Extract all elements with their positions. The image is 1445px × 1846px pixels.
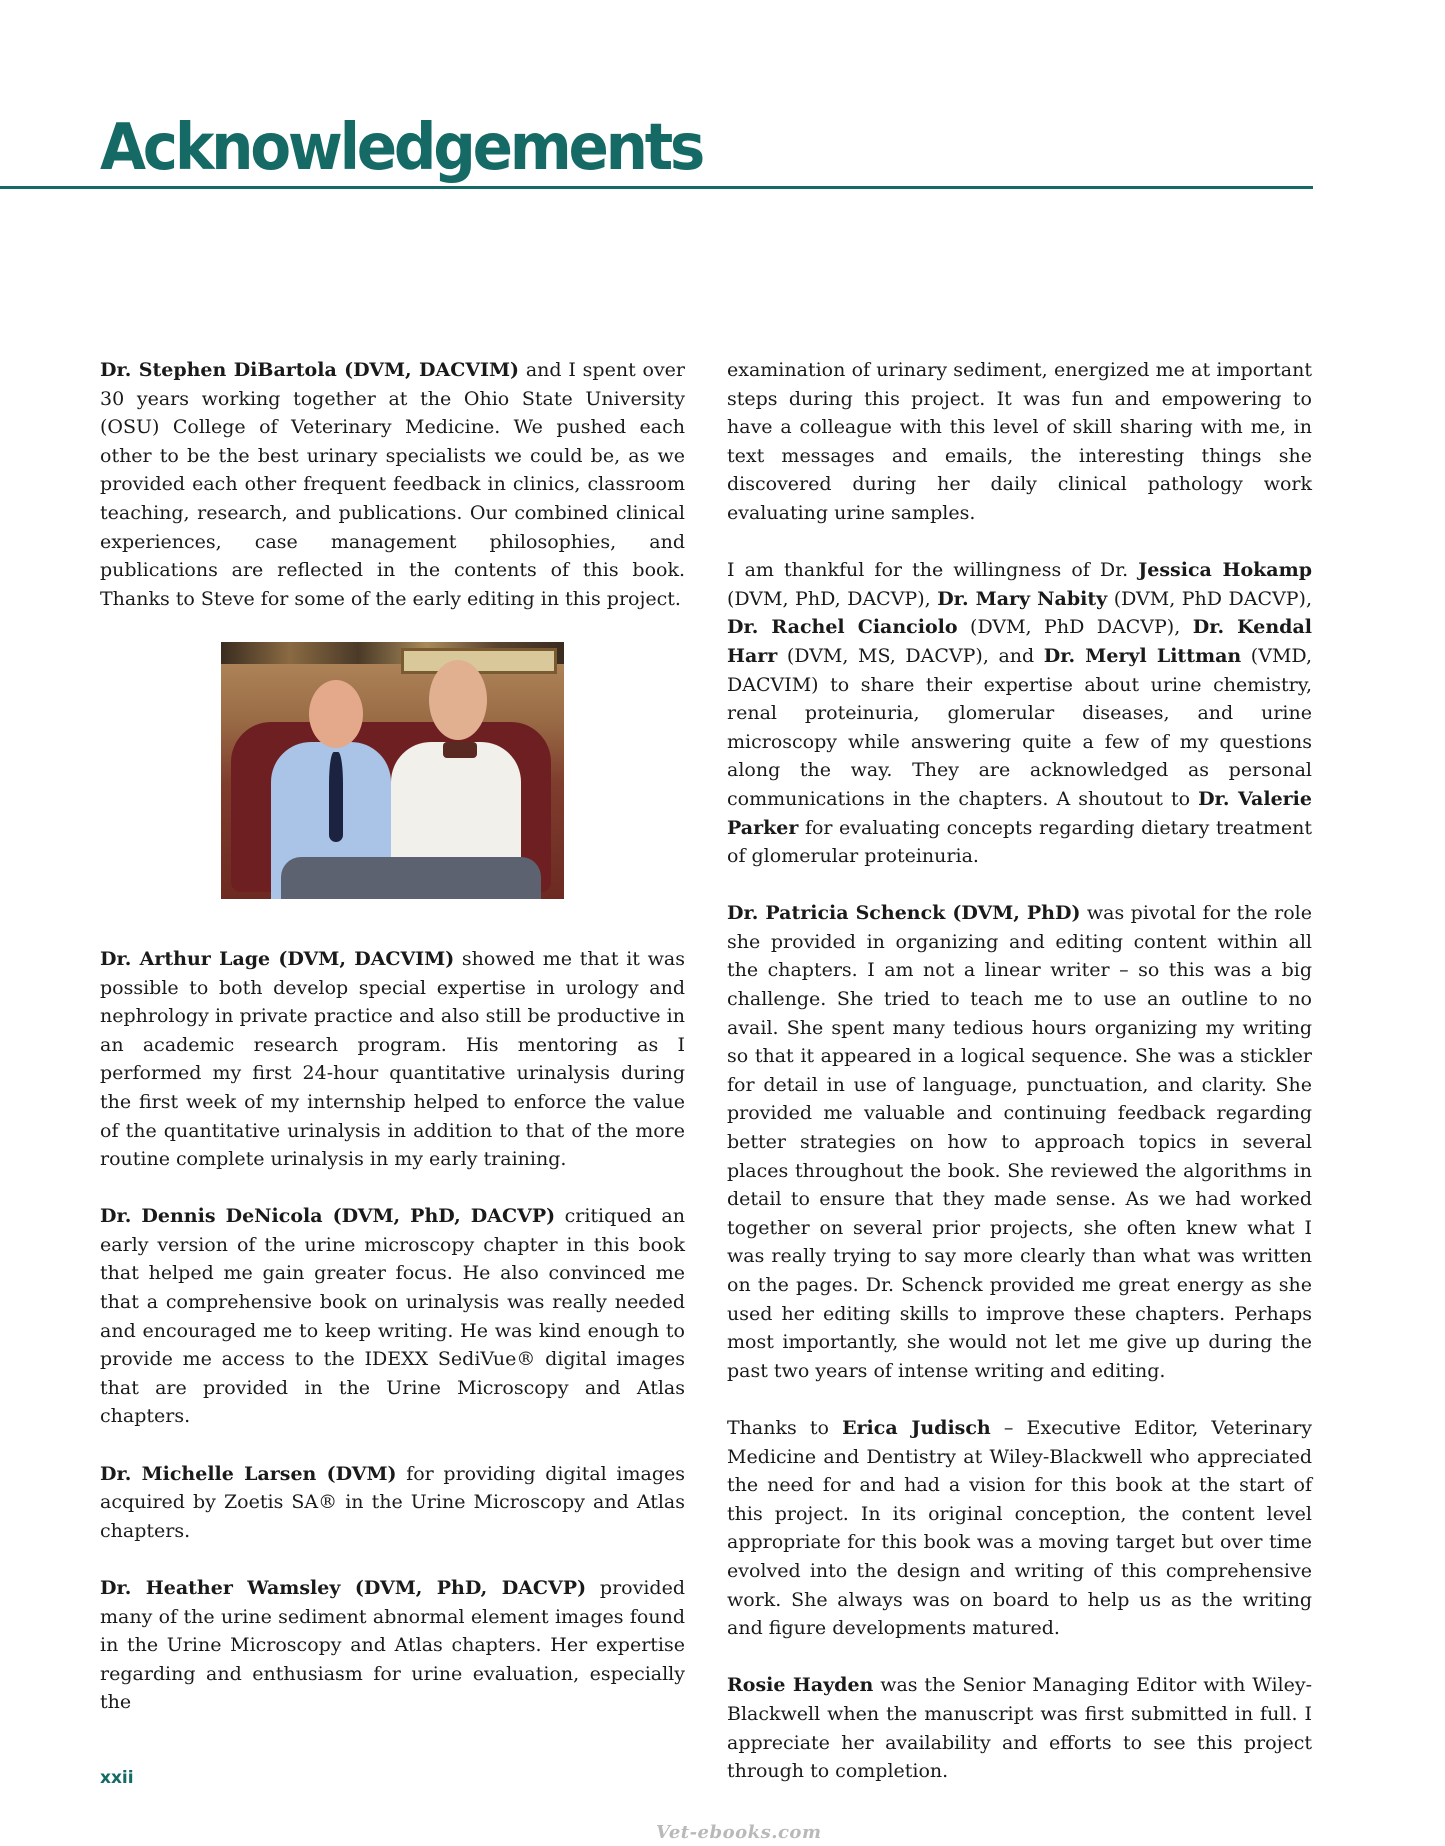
- name-cianciolo: Dr. Rachel Cianciolo: [727, 616, 958, 639]
- paragraph-wamsley-continued: examination of urinary sediment, energized me at important steps during this project. It was fun and empowering to have a colleague with this level of skill sharing with me, in text messages and emails, the interesting things she discovered during her daily clinical pathology work evaluating urine samples.: [727, 359, 1312, 524]
- paragraph-lage: Dr. Arthur Lage (DVM, DACVIM) showed me that it was possible to both develop special expertise in urology and nephrology in private practice and also still be productive in an academic research program. His mentoring as I performed my first 24-hour quantitative urinalysis during the first week of my internship helped to enforce the value of the quantitative urinalysis in addition to that of the more routine complete urinalysis in my early training.: [100, 947, 685, 1171]
- paragraph-hayden: Rosie Hayden was the Senior Managing Editor with Wiley-Blackwell when the manuscript was first submitted in full. I appreciate her availability and efforts to see this project through to completion.: [727, 1674, 1312, 1783]
- name-harr: Dr. Kendal Harr: [727, 616, 1312, 667]
- name-wamsley: Dr. Heather Wamsley (DVM, PhD, DACVP): [100, 1577, 587, 1599]
- name-larsen: Dr. Michelle Larsen (DVM): [100, 1462, 397, 1485]
- page-number: xxii: [100, 1768, 134, 1788]
- paragraph-dibartola: Dr. Stephen DiBartola (DVM, DACVIM) and I spent over 30 years working together at the Ohio State University (OSU) College of Veterinary Medicine. We pushed each other to be the best urinary specialists we could be, as we provided each other frequent feedback in clinics, classroom teaching, research, and publications. Our combined clinical experiences, case management philosophies, and publications are reflected in the contents of this book. Thanks to Steve for some of the early editing in this project.: [100, 359, 686, 610]
- name-lage: Dr. Arthur Lage (DVM, DACVIM): [100, 947, 455, 970]
- left-column: [100, 356, 685, 1746]
- name-judisch: Erica Judisch: [842, 1416, 991, 1439]
- paragraph-denicola: Dr. Dennis DeNicola (DVM, PhD, DACVP) critiqued an early version of the urine microscopy chapter in this book that helped me gain greater focus. He also convinced me that a comprehensive book on urinalysis was really needed and encouraged me to keep writing. He was kind enough to provide me access to the IDEXX SediVue® digital images that are provided in the Urine Microscopy and Atlas chapters.: [100, 1205, 685, 1428]
- right-column: [727, 356, 1312, 1814]
- name-nabity: Dr. Mary Nabity: [937, 587, 1108, 610]
- paragraph-larsen: Dr. Michelle Larsen (DVM) for providing digital images acquired by Zoetis SA® in the Urine Microscopy and Atlas chapters.: [100, 1462, 685, 1542]
- name-parker: Dr. Valerie Parker: [727, 787, 1312, 839]
- watermark-logo: Vet-ebooks.com: [656, 1822, 822, 1843]
- page-title: Acknowledgements: [100, 111, 703, 185]
- title-rule: [0, 186, 1313, 189]
- name-hokamp: Jessica Hokamp: [1138, 559, 1312, 582]
- paragraph-judisch: Thanks to Erica Judisch – Executive Editor, Veterinary Medicine and Dentistry at Wiley-Blackwell who appreciated the need for and had a vision for this book at the start of this project. In its original conception, the content level appropriate for this book was a moving target but over time evolved into the design and writing of this comprehensive work. She always was on board to help us as the writing and figure developments matured.: [727, 1416, 1312, 1640]
- name-denicola: Dr. Dennis DeNicola (DVM, PhD, DACVP): [100, 1205, 556, 1228]
- name-schenck: Dr. Patricia Schenck (DVM, PhD): [727, 902, 1081, 925]
- photo-two-men-seated-icon: [221, 642, 564, 899]
- paragraph-schenck: Dr. Patricia Schenck (DVM, PhD) was pivotal for the role she provided in organizing and editing content within all the chapters. I am not a linear writer – so this was a big challenge. She tried to teach me to use an outline to no avail. She spent many tedious hours organizing my writing so that it appeared in a logical sequence. She was a stickler for detail in use of language, punctuation, and clarity. She provided me valuable and continuing feedback regarding better strategies on how to approach topics in several places throughout the book. She reviewed the algorithms in detail to ensure that they made sense. As we had worked together on several prior projects, she often knew what I was really trying to say more clearly than what was written on the pages. Dr. Schenck provided me great energy as she used her editing skills to improve these chapters. Perhaps most importantly, she would not let me give up during the past two years of intense writing and editing.: [727, 902, 1312, 1382]
- paragraph-wamsley: Dr. Heather Wamsley (DVM, PhD, DACVP) provided many of the urine sediment abnormal element images found in the Urine Microscopy and Atlas chapters. Her expertise regarding and enthusiasm for urine evaluation, especially the: [100, 1577, 685, 1714]
- paragraph-contributors: I am thankful for the willingness of Dr. Jessica Hokamp (DVM, PhD, DACVP), Dr. Mary Nabity (DVM, PhD DACVP), Dr. Rachel Cianciolo (DVM, PhD DACVP), Dr. Kendal Harr (DVM, MS, DACVP), and Dr. Meryl Littman (VMD, DACVIM) to share their expertise about urine chemistry, renal proteinuria, glomerular diseases, and urine microscopy while answering quite a few of my questions along the way. They are acknowledged as personal communications in the chapters. A shoutout to Dr. Valerie Parker for evaluating concepts regarding dietary treatment of glomerular proteinuria.: [727, 559, 1312, 868]
- name-littman: Dr. Meryl Littman: [1043, 644, 1242, 667]
- name-hayden: Rosie Hayden: [727, 1674, 874, 1697]
- name-dibartola: Dr. Stephen DiBartola (DVM, DACVIM): [100, 359, 520, 381]
